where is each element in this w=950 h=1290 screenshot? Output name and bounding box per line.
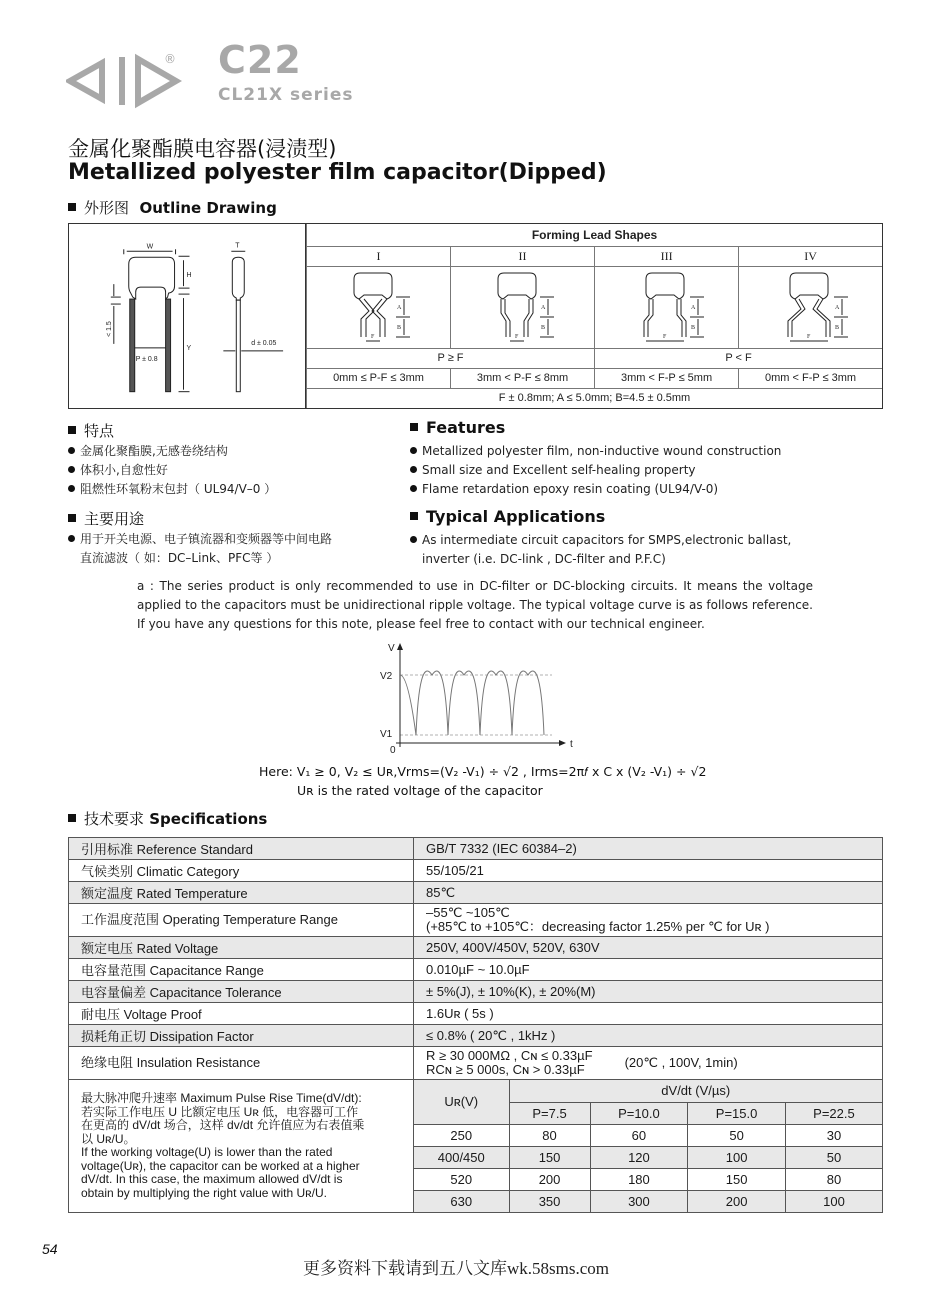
column-header: P=10.0 — [590, 1102, 688, 1124]
lead-shape-cell — [307, 266, 451, 348]
outline-heading — [68, 197, 277, 218]
spec-value: ≤ 0.8% ( 20℃ , 1kHz ) — [414, 1025, 883, 1047]
x-axis-arrow-icon — [559, 740, 566, 746]
svg-text:A: A — [396, 304, 401, 311]
list-item-text: 阻燃性环氧粉末包封（ UL94/V–0 ） — [80, 482, 277, 496]
features-cn-heading-text: 特点 — [84, 422, 115, 440]
spec-value-line: RCɴ ≥ 5 000s, Cɴ > 0.33µF — [426, 1062, 585, 1077]
spec-value: 1.6Uʀ ( 5s ) — [414, 1003, 883, 1025]
column-header: P=15.0 — [688, 1102, 786, 1124]
dvdt-row — [414, 1168, 882, 1190]
tolerance-note: F ± 0.8mm; A ≤ 5.0mm; B=4.5 ± 0.5mm — [307, 388, 883, 408]
list-item — [410, 480, 781, 499]
specs-heading-cn: 技术要求 — [84, 810, 145, 828]
table-row — [69, 1047, 883, 1080]
ripple-voltage-wave — [400, 671, 544, 735]
bullet-dot-icon — [410, 447, 417, 454]
spec-label: 耐电压 Voltage Proof — [69, 1003, 414, 1025]
lead-shape-i-drawing — [324, 267, 434, 345]
dvdt-row — [414, 1124, 882, 1146]
rated-voltage-note: Uʀ is the rated voltage of the capacitor — [297, 783, 543, 798]
list-item — [410, 461, 781, 480]
page-number: 54 — [42, 1241, 58, 1257]
list-item-text: 金属化聚酯膜,无感卷绕结构 — [80, 444, 228, 458]
specifications-table — [68, 837, 883, 1213]
table-row — [69, 838, 883, 860]
dvdt-value: 120 — [590, 1146, 688, 1168]
condition-cell: 3mm < P-F ≤ 8mm — [451, 368, 595, 388]
applications-en-heading — [410, 507, 605, 526]
footer-download-link[interactable]: 更多资料下载请到五八文库wk.58sms.com — [303, 1259, 609, 1278]
applications-en-list — [410, 531, 791, 569]
dvdt-table-cell — [414, 1080, 883, 1213]
applications-en-heading-text: Typical Applications — [426, 507, 606, 526]
dvdt-value: 50 — [688, 1124, 786, 1146]
dim-neck-label: < 1.5 — [105, 321, 113, 337]
condition-cell: 0mm ≤ P-F ≤ 3mm — [307, 368, 451, 388]
dvdt-group-header: dV/dt (V/µs) — [509, 1080, 882, 1102]
bullet-square-icon — [68, 203, 76, 211]
list-item — [68, 442, 276, 461]
dvdt-desc-line: 若实际工作电压 U 比额定电压 Uʀ 低，电容器可工作 — [81, 1104, 359, 1119]
voltage-curve-diagram — [362, 637, 587, 757]
svg-text:F: F — [662, 333, 666, 340]
list-item-text: As intermediate circuit capacitors for SMPS,electronic ballast, — [422, 533, 792, 547]
table-row — [69, 981, 883, 1003]
features-en-heading — [410, 418, 505, 437]
lead-shape-iii-drawing — [612, 267, 722, 345]
svg-text:B: B — [396, 324, 401, 331]
lead-shape-cell — [451, 266, 595, 348]
ur-cell: 400/450 — [414, 1146, 509, 1168]
specs-heading — [68, 808, 267, 829]
dvdt-desc-line: If the working voltage(U) is lower than the rated — [81, 1145, 333, 1159]
shape-label: III — [595, 246, 739, 266]
list-item-continuation: 直流滤波（ 如：DC–Link、PFC等 ） — [80, 551, 279, 565]
ur-header: Uʀ(V) — [414, 1080, 509, 1124]
spec-value-line: –55℃ ~105℃ — [426, 905, 510, 920]
forming-lead-shapes-table — [306, 224, 882, 408]
dim-h-label: H — [186, 272, 192, 280]
spec-value: 85℃ — [414, 882, 883, 904]
title-chinese: 金属化聚酯膜电容器(浸渍型) — [68, 137, 337, 161]
table-row — [69, 937, 883, 959]
features-en-list — [410, 442, 781, 499]
svg-text:A: A — [540, 304, 545, 311]
dvdt-description — [69, 1080, 414, 1213]
dvdt-value: 60 — [590, 1124, 688, 1146]
bullet-dot-icon — [410, 536, 417, 543]
table-row — [69, 1003, 883, 1025]
list-item-text: Small size and Excellent self-healing property — [422, 463, 696, 477]
spec-value: GB/T 7332 (IEC 60384–2) — [414, 838, 883, 860]
dvdt-row — [414, 1146, 882, 1168]
list-item-text: 用于开关电源、电子镇流器和变频器等中间电路 — [80, 532, 333, 546]
dvdt-desc-line: obtain by multiplying the right value with Uʀ/U. — [81, 1185, 327, 1200]
list-item — [68, 530, 332, 549]
spec-label: 额定电压 Rated Voltage — [69, 937, 414, 959]
dvdt-value: 80 — [785, 1168, 882, 1190]
features-en-heading-text: Features — [426, 418, 506, 437]
ur-cell: 250 — [414, 1124, 509, 1146]
applications-cn-heading-text: 主要用途 — [84, 510, 145, 528]
spec-value-line: R ≥ 30 000MΩ , Cɴ ≤ 0.33µF — [426, 1048, 593, 1063]
capacitor-dimension-drawing — [69, 224, 306, 408]
spec-condition: (20℃ , 100V, 1min) — [624, 1055, 738, 1070]
table-row — [69, 904, 883, 937]
specs-heading-en: Specifications — [149, 810, 268, 828]
dvdt-value: 30 — [785, 1124, 882, 1146]
title-english: Metallized polyester film capacitor(Dipped) — [68, 160, 607, 185]
dvdt-value: 180 — [590, 1168, 688, 1190]
list-item-continuation: inverter (i.e. DC-link , DC-filter and P.F.C) — [422, 552, 666, 566]
company-logo — [66, 45, 186, 115]
svg-text:A: A — [834, 304, 839, 311]
table-row — [69, 882, 883, 904]
forming-title: Forming Lead Shapes — [307, 224, 883, 246]
features-cn-heading — [68, 420, 114, 441]
list-item-text: Metallized polyester film, non-inductive wound construction — [422, 444, 782, 458]
v1-label: V1 — [380, 729, 393, 740]
bullet-dot-icon — [410, 485, 417, 492]
svg-text:B: B — [540, 324, 545, 331]
svg-text:F: F — [370, 333, 374, 340]
dvdt-desc-line: 以 Uʀ/U。 — [81, 1131, 136, 1146]
spec-label: 引用标准 Reference Standard — [69, 838, 414, 860]
dvdt-value: 50 — [785, 1146, 882, 1168]
dim-w-label: W — [146, 243, 154, 251]
svg-text:B: B — [834, 324, 839, 331]
table-row — [69, 1025, 883, 1047]
spec-label: 绝缘电阻 Insulation Resistance — [69, 1047, 414, 1080]
column-header: P=22.5 — [785, 1102, 882, 1124]
lead-shape-cell — [595, 266, 739, 348]
dvdt-value: 150 — [509, 1146, 590, 1168]
spec-value: ± 5%(J), ± 10%(K), ± 20%(M) — [414, 981, 883, 1003]
condition-cell: 0mm < F-P ≤ 3mm — [739, 368, 882, 388]
y-axis-label: V — [388, 643, 395, 654]
dvdt-desc-line: 最大脉冲爬升速率 Maximum Pulse Rise Time(dV/dt): — [81, 1091, 362, 1105]
spec-label: 电容量偏差 Capacitance Tolerance — [69, 981, 414, 1003]
spec-value — [414, 1047, 883, 1080]
svg-text:F: F — [514, 333, 518, 340]
outline-heading-cn: 外形图 — [84, 199, 130, 217]
list-item — [410, 531, 791, 550]
column-header: P=7.5 — [509, 1102, 590, 1124]
list-item — [68, 461, 276, 480]
dvdt-table — [414, 1080, 882, 1212]
lead-shape-iv-drawing — [756, 267, 866, 345]
list-item — [68, 480, 276, 499]
dvdt-value: 200 — [509, 1168, 590, 1190]
applications-cn-list — [68, 530, 332, 568]
svg-text:F: F — [806, 333, 810, 340]
dvdt-value: 300 — [590, 1190, 688, 1212]
dim-lead-dia-label: d ± 0.05 — [251, 339, 277, 347]
table-row — [69, 959, 883, 981]
dim-pitch-label: P ± 0.8 — [135, 355, 158, 363]
y-axis-arrow-icon — [397, 643, 403, 650]
bullet-square-icon — [68, 514, 76, 522]
shape-label: I — [307, 246, 451, 266]
list-item — [410, 442, 781, 461]
dvdt-desc-line: dV/dt. In this case, the maximum allowed dV/dt is — [81, 1172, 343, 1186]
series-name: CL21X series — [218, 85, 354, 105]
bullet-dot-icon — [68, 535, 75, 542]
list-item-text: Flame retardation epoxy resin coating (UL94/V-0) — [422, 482, 719, 496]
dvdt-desc-line: voltage(Uʀ), the capacitor can be worked at a higher — [81, 1158, 360, 1173]
outline-heading-en: Outline Drawing — [139, 199, 277, 217]
dvdt-value: 80 — [509, 1124, 590, 1146]
bullet-dot-icon — [68, 447, 75, 454]
spec-value — [414, 904, 883, 937]
svg-text:B: B — [690, 324, 695, 331]
dvdt-desc-line: 在更高的 dV/dt 场合，这样 dv/dt 允许值应为右表值乘 — [81, 1118, 365, 1132]
group-p-lt-f: P < F — [595, 348, 882, 368]
dim-y-label: Y — [186, 344, 192, 352]
dvdt-row — [414, 1190, 882, 1212]
formula-line: Here: V₁ ≥ 0, V₂ ≤ Uʀ,Vrms=(V₂ -V₁) ÷ √2 , Irms=2π𝑓 x C x (V₂ -V₁) ÷ √2 — [259, 764, 707, 779]
applications-cn-heading — [68, 508, 144, 529]
features-cn-list — [68, 442, 276, 499]
group-p-ge-f: P ≥ F — [307, 348, 595, 368]
x-axis-label: t — [570, 739, 573, 750]
shape-label: II — [451, 246, 595, 266]
bullet-square-icon — [410, 423, 418, 431]
dvdt-value: 150 — [688, 1168, 786, 1190]
spec-label: 气候类别 Climatic Category — [69, 860, 414, 882]
spec-label: 工作温度范围 Operating Temperature Range — [69, 904, 414, 937]
table-row — [69, 1080, 883, 1213]
condition-cell: 3mm < F-P ≤ 5mm — [595, 368, 739, 388]
bullet-square-icon — [68, 814, 76, 822]
lead-shape-cell — [739, 266, 882, 348]
spec-label: 额定温度 Rated Temperature — [69, 882, 414, 904]
outline-drawing-box — [68, 223, 883, 409]
dvdt-value: 100 — [688, 1146, 786, 1168]
usage-note: a : The series product is only recommended to use in DC-filter or DC-blocking circuits. It means the voltage applied to the capacitors must be unidirectional ripple voltage. The typical voltage curve is as follows reference. If you have any questions for this note, please feel free to contact with our technical engineer. — [137, 579, 813, 631]
svg-text:A: A — [690, 304, 695, 311]
bullet-dot-icon — [68, 485, 75, 492]
table-row — [69, 860, 883, 882]
v2-label: V2 — [380, 671, 393, 682]
dvdt-value: 200 — [688, 1190, 786, 1212]
spec-value: 0.010µF ~ 10.0µF — [414, 959, 883, 981]
origin-label: 0 — [390, 745, 396, 756]
ur-cell: 520 — [414, 1168, 509, 1190]
series-code: C22 — [218, 38, 302, 82]
dvdt-value: 100 — [785, 1190, 882, 1212]
dvdt-value: 350 — [509, 1190, 590, 1212]
spec-value-line: (+85℃ to +105℃：decreasing factor 1.25% per ℃ for Uʀ ) — [426, 919, 770, 934]
lead-shape-ii-drawing — [468, 267, 578, 345]
dim-t-label: T — [235, 242, 240, 250]
bullet-square-icon — [68, 426, 76, 434]
shape-label: IV — [739, 246, 882, 266]
ur-cell: 630 — [414, 1190, 509, 1212]
bullet-dot-icon — [410, 466, 417, 473]
spec-value: 55/105/21 — [414, 860, 883, 882]
spec-value: 250V, 400V/450V, 520V, 630V — [414, 937, 883, 959]
bullet-dot-icon — [68, 466, 75, 473]
list-item-text: 体积小,自愈性好 — [80, 463, 168, 477]
spec-label: 损耗角正切 Dissipation Factor — [69, 1025, 414, 1047]
spec-label: 电容量范围 Capacitance Range — [69, 959, 414, 981]
bullet-square-icon — [410, 512, 418, 520]
registered-mark: ® — [164, 52, 176, 66]
